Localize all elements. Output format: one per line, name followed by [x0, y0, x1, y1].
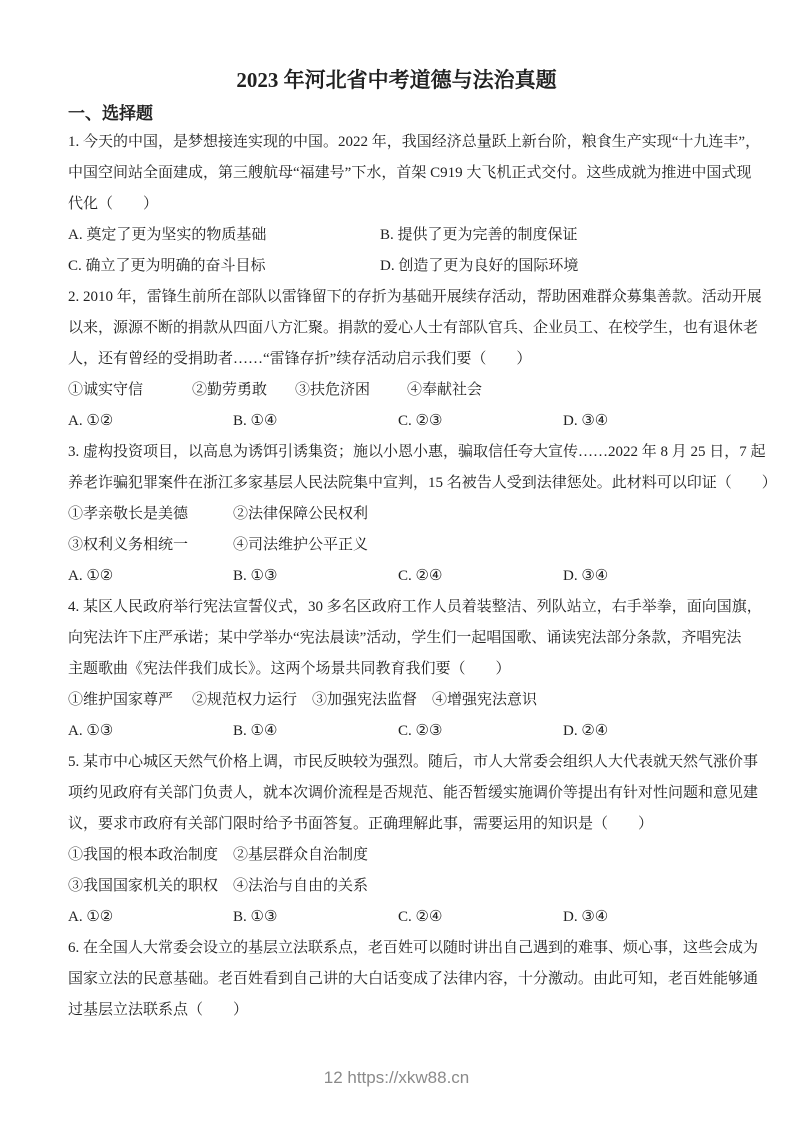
- section-heading: 一、选择题: [68, 104, 153, 123]
- question-stem-line: 2. 2010 年，雷锋生前所在部队以雷锋留下的存折为基础开展续存活动，帮助困难群众募集善款。活动开展: [68, 289, 762, 305]
- question-3: [68, 437, 777, 592]
- choice-c: C. 确立了更为明确的奋斗目标: [68, 258, 266, 274]
- choice-c: C. ②③: [398, 723, 443, 739]
- item-3: ③扶危济困: [295, 382, 371, 398]
- question-stem-line: 养老诈骗犯罪案件在浙江多家基层人民法院集中宣判，15 名被告人受到法律惩处。此材料可以印证（ ）: [68, 475, 777, 491]
- choice-a: A. ①②: [68, 568, 114, 584]
- question-5: [68, 747, 759, 933]
- choice-b: B. 提供了更为完善的制度保证: [380, 227, 578, 243]
- document-content: [68, 127, 777, 1026]
- question-2: [68, 282, 762, 437]
- question-stem-line: 项约见政府有关部门负责人，就本次调价流程是否规范、能否暂缓实施调价等提出有针对性问题和意见建: [68, 785, 759, 801]
- item-row: [68, 840, 728, 871]
- item-2: ②法律保障公民权利: [233, 506, 369, 522]
- choice-a: A. ①②: [68, 413, 114, 429]
- choice-b: B. ①④: [233, 413, 278, 429]
- item-4: ④司法维护公平正义: [233, 537, 369, 553]
- item-1: ①诚实守信: [68, 382, 144, 398]
- item-2: ②基层群众自治制度: [233, 847, 369, 863]
- choice-b: B. ①③: [233, 909, 278, 925]
- item-4: ④增强宪法意识: [432, 692, 538, 708]
- item-row: [68, 375, 728, 406]
- choice-a: A. 奠定了更为坚实的物质基础: [68, 227, 267, 243]
- question-stem-line: 4. 某区人民政府举行宪法宣誓仪式，30 多名区政府工作人员着装整洁、列队站立，右手举拳，面向国旗，: [68, 599, 762, 615]
- choice-row: [68, 406, 728, 437]
- question-stem-line: 3. 虚构投资项目，以高息为诱饵引诱集资；施以小恩小惠，骗取信任夸大宣传……2022 年 8 月 25 日，7 起: [68, 444, 766, 460]
- item-row: [68, 530, 728, 561]
- question-stem-line: 以来，源源不断的捐款从四面八方汇聚。捐款的爱心人士有部队官兵、企业员工、在校学生，也有退休老: [68, 320, 759, 336]
- item-1: ①维护国家尊严: [68, 692, 174, 708]
- question-stem-line: 1. 今天的中国，是梦想接连实现的中国。2022 年，我国经济总量跃上新台阶，粮食生产实现“十九连丰”，: [68, 134, 761, 150]
- choice-row: [68, 561, 728, 592]
- item-4: ④法治与自由的关系: [233, 878, 369, 894]
- choice-b: B. ①④: [233, 723, 278, 739]
- item-3: ③加强宪法监督: [312, 692, 418, 708]
- choice-d: D. ③④: [563, 568, 609, 584]
- question-stem-line: 议，要求市政府有关部门限时给予书面答复。正确理解此事，需要运用的知识是（ ）: [68, 816, 654, 832]
- question-6: [68, 933, 759, 1026]
- question-stem-line: 国家立法的民意基础。老百姓看到自己讲的大白话变成了法律内容，十分激动。由此可知，老百姓能够通: [68, 971, 759, 987]
- choice-d: D. ③④: [563, 413, 609, 429]
- item-1: ①我国的根本政治制度: [68, 847, 219, 863]
- question-1: [68, 127, 761, 282]
- item-2: ②勤劳勇敢: [192, 382, 268, 398]
- item-3: ③我国国家机关的职权: [68, 878, 219, 894]
- choice-c: C. ②③: [398, 413, 443, 429]
- question-stem-line: 代化（ ）: [68, 196, 159, 212]
- item-4: ④奉献社会: [407, 382, 483, 398]
- question-stem-line: 人，还有曾经的受捐助者……“雷锋存折”续存活动启示我们要（ ）: [68, 351, 532, 367]
- item-row: [68, 871, 728, 902]
- choice-row: [68, 251, 728, 282]
- item-row: [68, 685, 728, 716]
- page-title: 2023 年河北省中考道德与法治真题: [236, 68, 557, 92]
- choice-a: A. ①③: [68, 723, 114, 739]
- choice-row: [68, 220, 728, 251]
- question-stem-line: 过基层立法联系点（ ）: [68, 1002, 249, 1018]
- choice-c: C. ②④: [398, 909, 443, 925]
- item-row: [68, 499, 728, 530]
- item-2: ②规范权力运行: [192, 692, 298, 708]
- question-stem-line: 向宪法许下庄严承诺；某中学举办“宪法晨读”活动，学生们一起唱国歌、诵读宪法部分条款，齐唱宪法: [68, 630, 742, 646]
- choice-d: D. ②④: [563, 723, 609, 739]
- question-stem-line: 主题歌曲《宪法伴我们成长》。这两个场景共同教育我们要（ ）: [68, 661, 511, 677]
- choice-d: D. 创造了更为良好的国际环境: [380, 258, 579, 274]
- page-footer-watermark: 12 https://xkw88.cn: [323, 1068, 470, 1087]
- choice-c: C. ②④: [398, 568, 443, 584]
- item-1: ①孝亲敬长是美德: [68, 506, 189, 522]
- choice-row: [68, 902, 728, 933]
- question-4: [68, 592, 762, 747]
- choice-b: B. ①③: [233, 568, 278, 584]
- question-stem-line: 6. 在全国人大常委会设立的基层立法联系点，老百姓可以随时讲出自己遇到的难事、烦心事，这些会成为: [68, 940, 759, 956]
- choice-d: D. ③④: [563, 909, 609, 925]
- question-stem-line: 中国空间站全面建成，第三艘航母“福建号”下水，首架 C919 大飞机正式交付。这些成就为推进中国式现: [68, 165, 752, 181]
- question-stem-line: 5. 某市中心城区天然气价格上调，市民反映较为强烈。随后，市人大常委会组织人大代表就天然气涨价事: [68, 754, 759, 770]
- choice-row: [68, 716, 728, 747]
- item-3: ③权利义务相统一: [68, 537, 189, 553]
- choice-a: A. ①②: [68, 909, 114, 925]
